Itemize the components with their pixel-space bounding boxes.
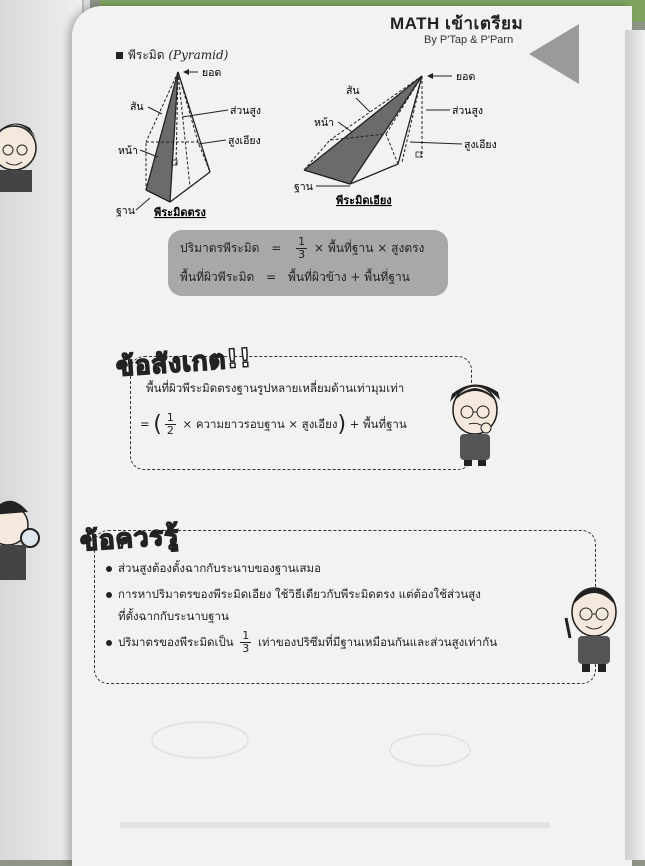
- bleed-through-shapes: [110, 690, 570, 850]
- fraction-one-half: $\frac{1}{2}$: [166, 411, 174, 437]
- formula-volume-rhs: × พื้นที่ฐาน × สูงตรง: [314, 241, 425, 255]
- cartoon-pointing-icon: [560, 578, 630, 682]
- fraction-one-third: $\frac{1}{3}$: [298, 235, 306, 261]
- caption-oblique-pyramid: พีระมิดเอียง: [336, 194, 392, 207]
- label-apex: ยอด: [202, 67, 222, 79]
- section-title-en: (Pyramid): [168, 48, 229, 62]
- cartoon-face-icon: [0, 123, 36, 192]
- formula-volume-lhs: ปริมาตรพีระมิด: [180, 241, 260, 255]
- right-pyramid-diagram: [110, 62, 310, 224]
- bullet-icon: [106, 592, 112, 598]
- label-slant-oblique: สูงเอียง: [464, 139, 497, 151]
- label-face-oblique: หน้า: [314, 117, 334, 129]
- formula-area: [180, 268, 410, 287]
- label-slant: สูงเอียง: [228, 135, 261, 147]
- observation-line2: = ( $\frac{1}{2}$ × ความยาวรอบฐาน × สูงเอียง) + พื้นที่ฐาน: [140, 411, 407, 437]
- formula-area-eq: =: [266, 270, 277, 284]
- label-base: ฐาน: [116, 205, 135, 217]
- label-edge: สัน: [130, 101, 144, 113]
- formula-area-lhs: พื้นที่ผิวพีระมิด: [180, 270, 255, 284]
- label-height-oblique: ส่วนสูง: [452, 105, 484, 117]
- section-title-th: พีระมิด: [128, 48, 165, 62]
- label-apex-oblique: ยอด: [456, 71, 476, 83]
- should-know-heading: ข้อควรรู้: [79, 520, 181, 558]
- formula-volume-eq: =: [271, 241, 282, 255]
- bullet-icon: [106, 640, 112, 646]
- list-item-continued: ที่ตั้งฉากกับระนาบฐาน: [118, 609, 229, 623]
- header-title: MATH เข้าเตรียม: [390, 14, 524, 33]
- caption-right-pyramid: พีระมิดตรง: [154, 206, 206, 219]
- page-header: [380, 10, 645, 70]
- square-bullet-icon: [116, 52, 123, 59]
- header-triangle-icon: [529, 24, 579, 84]
- label-edge-oblique: สัน: [346, 85, 360, 97]
- left-page-cartoons: [0, 0, 82, 860]
- formula-area-rhs: พื้นที่ผิวข้าง + พื้นที่ฐาน: [288, 270, 410, 284]
- observation-line1: พื้นที่ผิวพีระมิดตรงฐานรูปหลายเหลี่ยมด้านเท่ามุมเท่า: [146, 381, 405, 395]
- label-face: หน้า: [118, 145, 138, 157]
- list-item: การหาปริมาตรของพีระมิดเอียง ใช้วิธีเดียวกับพีระมิดตรง แต่ต้องใช้ส่วนสูง: [106, 586, 481, 604]
- fraction-one-third-note: $\frac{1}{3}$: [242, 629, 250, 655]
- cartoon-thinking-icon: [440, 372, 510, 470]
- bullet-icon: [106, 566, 112, 572]
- list-item: ปริมาตรของพีระมิดเป็น $\frac{1}{3}$ เท่าของปริซึมที่มีฐานเหมือนกันและส่วนสูงเท่ากัน: [106, 630, 497, 655]
- page-edges: [625, 30, 645, 860]
- observation-heading: ข้อสังเกต!!: [115, 343, 254, 383]
- formula-volume: [180, 236, 424, 261]
- list-item: ส่วนสูงต้องตั้งฉากกับระนาบของฐานเสมอ: [106, 560, 321, 578]
- header-byline: By P'Tap & P'Parn: [424, 34, 514, 46]
- label-height: ส่วนสูง: [230, 105, 262, 117]
- oblique-pyramid-face: [304, 76, 422, 184]
- label-base-oblique: ฐาน: [294, 181, 313, 193]
- cartoon-magnifier-icon: [0, 501, 39, 580]
- oblique-pyramid-diagram: [292, 62, 522, 212]
